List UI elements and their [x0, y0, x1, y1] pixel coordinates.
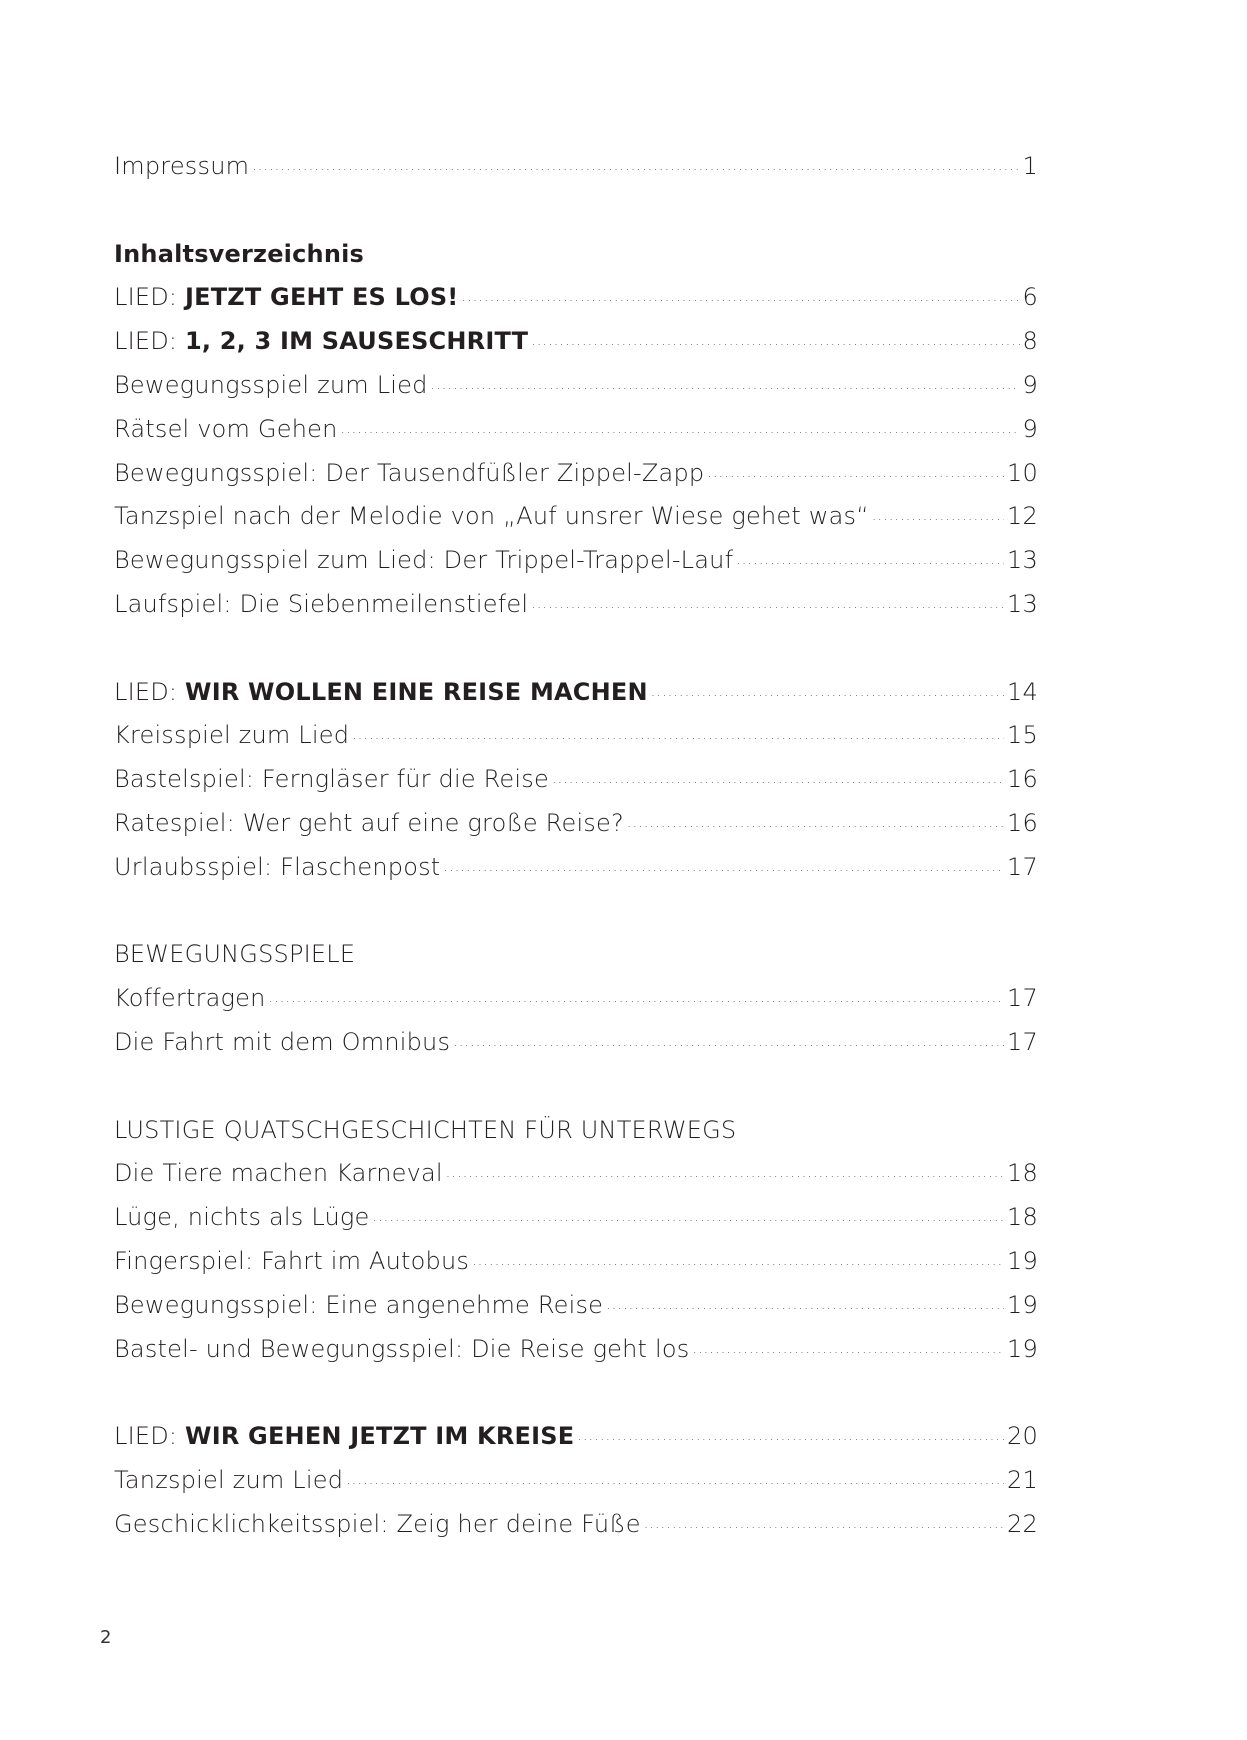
toc-entry-page: 17	[1007, 852, 1038, 881]
toc-entry[interactable]	[114, 1152, 1038, 1196]
dot-leader	[346, 1459, 1004, 1503]
entry-title-text: Fingerspiel: Fahrt im Autobus	[114, 1246, 470, 1275]
toc-entry[interactable]	[114, 320, 1038, 364]
entry-title-text: Bastel- und Bewegungsspiel: Die Reise geht los	[114, 1334, 690, 1363]
dot-leader	[644, 1503, 1004, 1547]
toc-entry[interactable]	[114, 1503, 1038, 1547]
dot-leader	[431, 364, 1020, 408]
dot-leader	[736, 539, 1004, 583]
toc-section-label: BEWEGUNGSSPIELE	[114, 940, 356, 969]
toc-entry-title	[114, 320, 528, 364]
entry-title-text: Die Fahrt mit dem Omnibus	[114, 1027, 451, 1056]
toc-entry-page: 22	[1007, 1509, 1038, 1538]
toc-entry-page: 1	[1022, 152, 1038, 180]
toc-entry-title	[114, 1196, 369, 1240]
toc-entry-page: 19	[1007, 1246, 1038, 1275]
song-title: WIR GEHEN JETZT IM KREISE	[185, 1422, 575, 1451]
toc-entry-page: 18	[1007, 1203, 1038, 1232]
toc-heading: Inhaltsverzeichnis	[114, 239, 365, 268]
song-title: JETZT GEHT ES LOS!	[185, 283, 459, 312]
toc-entry[interactable]	[114, 364, 1038, 408]
entry-prefix: LIED:	[114, 1422, 186, 1451]
toc-entry-title	[114, 452, 704, 496]
toc-entry-page: 9	[1022, 414, 1038, 443]
toc-entry[interactable]	[114, 1328, 1038, 1372]
toc-entry-page: 12	[1007, 502, 1038, 531]
toc-entry[interactable]	[114, 671, 1038, 715]
toc-entry[interactable]	[114, 583, 1038, 627]
entry-prefix: LIED:	[114, 327, 186, 356]
dot-leader	[372, 1196, 1004, 1240]
toc-entry[interactable]	[114, 539, 1038, 583]
toc-entry-title	[114, 758, 549, 802]
dot-leader	[707, 452, 1004, 496]
dot-leader	[577, 1415, 1004, 1459]
toc-entry-title	[114, 714, 349, 758]
toc-entry-page: 13	[1007, 546, 1038, 575]
table-of-contents	[114, 145, 1038, 1547]
dot-leader	[340, 408, 1019, 452]
toc-entry[interactable]	[114, 758, 1038, 802]
toc-entry-page: 14	[1007, 677, 1038, 706]
song-title: WIR WOLLEN EINE REISE MACHEN	[185, 677, 648, 706]
dot-leader	[606, 1284, 1004, 1328]
dot-leader	[252, 145, 1019, 189]
toc-entry-title	[114, 1503, 641, 1547]
toc-section-label: LUSTIGE QUATSCHGESCHICHTEN FÜR UNTERWEGS	[114, 1115, 737, 1144]
toc-entry-page: 16	[1007, 765, 1038, 794]
entry-title-text: Ratespiel: Wer geht auf eine große Reise?	[114, 808, 624, 837]
entry-title-text: Urlaubsspiel: Flaschenpost	[114, 852, 441, 881]
toc-entry-page: 19	[1007, 1334, 1038, 1363]
dot-leader	[352, 714, 1004, 758]
dot-leader	[453, 1021, 1004, 1065]
entry-title-text: Lüge, nichts als Lüge	[114, 1203, 370, 1232]
dot-leader	[531, 583, 1004, 627]
song-title: 1, 2, 3 IM SAUSESCHRITT	[185, 327, 529, 356]
entry-title-text: Rätsel vom Gehen	[114, 414, 338, 443]
dot-leader	[627, 802, 1004, 846]
toc-entry-page: 17	[1007, 1027, 1038, 1056]
dot-leader	[531, 320, 1019, 364]
toc-entry-page: 13	[1007, 589, 1038, 618]
toc-entry-title	[114, 276, 458, 320]
toc-entry-title	[114, 1328, 689, 1372]
entry-title-text: Bewegungsspiel: Eine angenehme Reise	[114, 1290, 604, 1319]
entry-prefix: LIED:	[114, 283, 186, 312]
toc-entry-title	[114, 1284, 603, 1328]
entry-title-text: Bewegungsspiel: Der Tausendfüßler Zippel-Zapp	[114, 458, 705, 487]
toc-entry-page: 8	[1022, 327, 1038, 356]
toc-entry[interactable]	[114, 452, 1038, 496]
page-number: 2	[100, 1627, 112, 1648]
entry-title-text: Tanzspiel nach der Melodie von „Auf unsrer Wiese gehet was“	[114, 502, 869, 531]
dot-leader	[872, 495, 1004, 539]
toc-entry-title	[114, 1415, 574, 1459]
toc-entry-title	[114, 495, 869, 539]
entry-title-text: Bastelspiel: Ferngläser für die Reise	[114, 765, 549, 794]
entry-title-text: Bewegungsspiel zum Lied: Der Trippel-Trappel-Lauf	[114, 546, 734, 575]
toc-entry-page: 10	[1007, 458, 1038, 487]
entry-title-text: Kreisspiel zum Lied	[114, 721, 350, 750]
entry-title-text: Tanzspiel zum Lied	[114, 1465, 344, 1494]
toc-entry-title	[114, 977, 266, 1021]
toc-entry-page: 21	[1007, 1465, 1038, 1494]
toc-entry[interactable]	[114, 802, 1038, 846]
toc-entry[interactable]	[114, 1415, 1038, 1459]
toc-entry-page: 18	[1007, 1159, 1038, 1188]
toc-entry[interactable]	[114, 846, 1038, 890]
dot-leader	[443, 846, 1004, 890]
dot-leader	[692, 1328, 1004, 1372]
toc-entry-page: 20	[1007, 1422, 1038, 1451]
dot-leader	[269, 977, 1005, 1021]
toc-entry-page: 16	[1007, 808, 1038, 837]
toc-entry-title	[114, 802, 624, 846]
toc-entry-title	[114, 1459, 343, 1503]
entry-title-text: Die Tiere machen Karneval	[114, 1159, 443, 1188]
toc-entry-title	[114, 583, 528, 627]
toc-entry[interactable]	[114, 714, 1038, 758]
toc-entry-page: 19	[1007, 1290, 1038, 1319]
toc-entry-impressum[interactable]	[114, 145, 1038, 189]
toc-entry-title	[114, 1021, 450, 1065]
entry-title-text: Koffertragen	[114, 984, 266, 1013]
toc-entry-page: 17	[1007, 984, 1038, 1013]
toc-entry[interactable]	[114, 276, 1038, 320]
toc-entry-title	[114, 1240, 469, 1284]
dot-leader	[461, 276, 1019, 320]
toc-entry-title: Impressum	[114, 152, 250, 180]
entry-title-text: Geschicklichkeitsspiel: Zeig her deine Füße	[114, 1509, 641, 1538]
toc-entry-page: 6	[1022, 283, 1038, 312]
toc-entry-title	[114, 671, 648, 715]
entry-title-text: Bewegungsspiel zum Lied	[114, 370, 428, 399]
entry-prefix: LIED:	[114, 677, 186, 706]
entry-title-text: Laufspiel: Die Siebenmeilenstiefel	[114, 589, 529, 618]
toc-entry-title	[114, 1152, 443, 1196]
toc-entry[interactable]	[114, 1021, 1038, 1065]
toc-entry[interactable]	[114, 495, 1038, 539]
toc-entry-title	[114, 408, 337, 452]
dot-leader	[651, 671, 1004, 715]
toc-entry[interactable]	[114, 1240, 1038, 1284]
dot-leader	[446, 1152, 1004, 1196]
toc-entry-title	[114, 846, 440, 890]
toc-entry[interactable]	[114, 1284, 1038, 1328]
toc-entry[interactable]	[114, 408, 1038, 452]
toc-entry[interactable]	[114, 1196, 1038, 1240]
toc-entry-page: 15	[1007, 721, 1038, 750]
dot-leader	[552, 758, 1004, 802]
toc-entry-page: 9	[1022, 370, 1038, 399]
toc-entry-title	[114, 539, 733, 583]
toc-entry[interactable]	[114, 1459, 1038, 1503]
toc-entry[interactable]	[114, 977, 1038, 1021]
toc-entry-title	[114, 364, 428, 408]
dot-leader	[472, 1240, 1004, 1284]
